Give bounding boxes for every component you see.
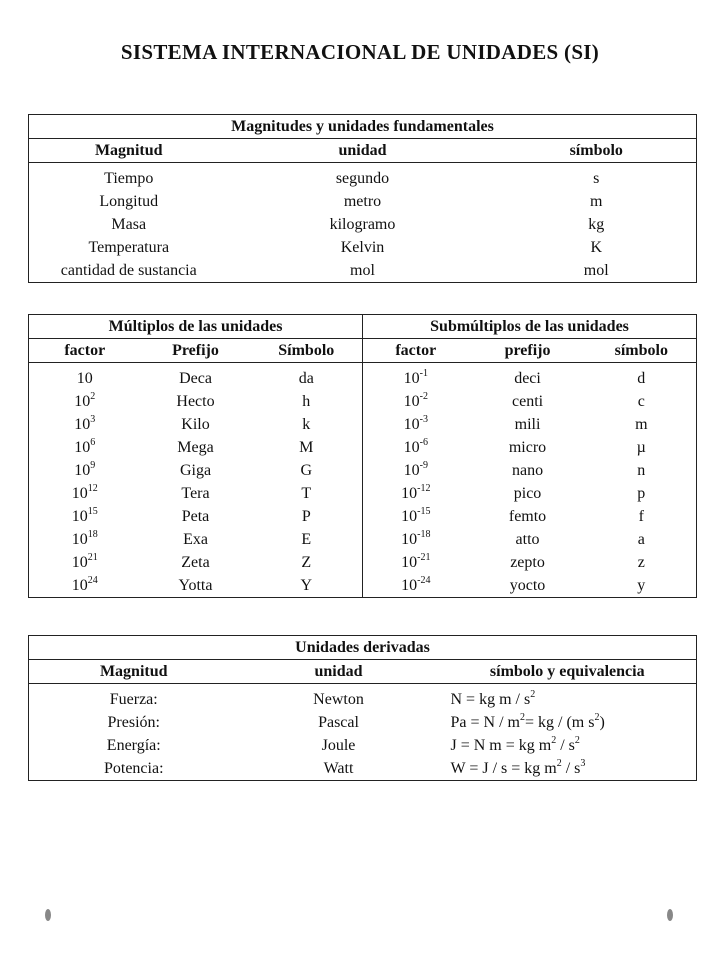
prefixes-table <box>28 314 697 598</box>
equation-text: / s <box>556 737 575 754</box>
factor-cell <box>363 436 469 459</box>
unit-cell: Pascal <box>318 714 359 731</box>
magnitude-cell: cantidad de sustancia <box>60 262 197 279</box>
prefix-cell: pico <box>513 485 542 502</box>
equivalence-cell <box>439 734 697 757</box>
factor-exponent: 15 <box>87 506 98 517</box>
factor-cell <box>29 574 141 598</box>
equation-text: / s <box>561 760 581 777</box>
factor-base: 10 <box>401 554 418 571</box>
header-factor: factor <box>29 339 141 363</box>
exponent: 2 <box>519 712 525 723</box>
table-row <box>29 505 697 528</box>
header-simbolo: Símbolo <box>251 339 363 363</box>
fundamental-heading: Magnitudes y unidades fundamentales <box>29 115 697 139</box>
factor-exponent: -12 <box>417 483 431 494</box>
factor-cell <box>29 551 141 574</box>
factor-exponent: 2 <box>90 391 96 402</box>
factor-cell <box>363 363 469 391</box>
factor-cell <box>363 413 469 436</box>
header-simbolo-sub: símbolo <box>587 339 697 363</box>
table-row <box>29 528 697 551</box>
prefix-cell: nano <box>511 462 544 479</box>
equivalence-cell <box>439 757 697 781</box>
factor-base: 10 <box>403 439 420 456</box>
symbol-cell: K <box>590 239 603 256</box>
factor-cell <box>363 459 469 482</box>
prefix-cell: Kilo <box>181 416 210 433</box>
equation-text: J = N m = kg m <box>450 737 552 754</box>
prefix-cell: Yotta <box>178 577 213 594</box>
factor-exponent: -1 <box>419 368 428 379</box>
decorative-dot-right <box>667 909 673 921</box>
equivalence-cell <box>439 711 697 734</box>
factor-cell <box>363 482 469 505</box>
factor-cell <box>29 482 141 505</box>
factor-base: 10 <box>71 577 88 594</box>
exponent: 2 <box>556 758 562 769</box>
prefix-cell: micro <box>508 439 547 456</box>
prefix-cell: Giga <box>179 462 212 479</box>
factor-base: 10 <box>71 508 88 525</box>
factor-base: 10 <box>401 485 418 502</box>
symbol-cell: f <box>638 508 644 525</box>
factor-exponent: -21 <box>417 552 431 563</box>
factor-base: 10 <box>401 531 418 548</box>
prefix-cell: Exa <box>183 531 208 548</box>
factor-exponent: -6 <box>419 437 428 448</box>
magnitude-cell: Presión: <box>107 714 160 731</box>
symbol-cell: mol <box>583 262 609 279</box>
header-prefijo: Prefijo <box>141 339 251 363</box>
table-row <box>29 236 697 259</box>
factor-cell <box>29 390 141 413</box>
table-row <box>29 574 697 598</box>
factor-base: 10 <box>74 393 91 410</box>
symbol-cell: da <box>251 363 363 391</box>
table-row <box>29 734 697 757</box>
symbol-cell: G <box>251 459 363 482</box>
prefix-cell: deci <box>514 370 541 387</box>
header-unidad: unidad <box>239 660 439 684</box>
table-row <box>29 163 697 191</box>
header-simbolo: símbolo <box>497 139 697 163</box>
factor-cell <box>363 505 469 528</box>
equation-text: ) <box>599 714 605 731</box>
symbol-cell: m <box>635 416 648 433</box>
page-title: SISTEMA INTERNACIONAL DE UNIDADES (SI) <box>120 40 600 64</box>
factor-base: 10 <box>71 554 88 571</box>
table-row <box>29 190 697 213</box>
symbol-cell: y <box>637 577 646 594</box>
factor-base: 10 <box>401 508 418 525</box>
exponent: 2 <box>551 735 557 746</box>
factor-exponent: -9 <box>419 460 428 471</box>
unit-cell: Watt <box>323 760 354 777</box>
factor-cell <box>29 459 141 482</box>
table-row <box>29 213 697 236</box>
prefix-cell: mili <box>514 416 541 433</box>
factor-cell <box>363 574 469 598</box>
factor-base: 10 <box>71 531 88 548</box>
magnitude-cell: Tiempo <box>104 170 154 187</box>
factor-base: 10 <box>403 462 420 479</box>
factor-base: 10 <box>403 393 420 410</box>
factor-base: 10 <box>74 439 91 456</box>
symbol-cell: Y <box>251 574 363 598</box>
symbol-cell: h <box>251 390 363 413</box>
symbol-cell: d <box>637 370 646 387</box>
factor-exponent: -24 <box>417 575 431 586</box>
factor-exponent: -15 <box>417 506 431 517</box>
factor-exponent: -2 <box>419 391 428 402</box>
equation-text: N = kg m / s <box>450 691 531 708</box>
symbol-cell: Z <box>251 551 363 574</box>
derived-units-table <box>28 635 697 781</box>
factor-exponent: 21 <box>87 552 98 563</box>
exponent: 3 <box>580 758 586 769</box>
unit-cell: Newton <box>313 691 364 708</box>
magnitude-cell: Potencia: <box>103 760 164 777</box>
unit-cell: mol <box>350 262 375 279</box>
symbol-cell: z <box>637 554 645 571</box>
table-row <box>29 711 697 734</box>
table-row <box>29 757 697 781</box>
factor-cell <box>29 363 141 391</box>
symbol-cell: M <box>251 436 363 459</box>
prefix-cell: Tera <box>181 485 210 502</box>
factor-cell <box>29 436 141 459</box>
factor-base: 10 <box>76 370 93 387</box>
factor-exponent: 12 <box>87 483 98 494</box>
header-magnitud: Magnitud <box>29 660 239 684</box>
symbol-cell: µ <box>636 439 646 456</box>
unit-cell: kilogramo <box>329 216 396 233</box>
factor-base: 10 <box>403 370 420 387</box>
table-row <box>29 363 697 391</box>
table-row <box>29 390 697 413</box>
factor-cell <box>29 505 141 528</box>
factor-base: 10 <box>74 462 91 479</box>
fundamental-units-table <box>28 114 697 283</box>
magnitude-cell: Longitud <box>99 193 159 210</box>
factor-cell <box>363 390 469 413</box>
symbol-cell: a <box>637 531 645 548</box>
prefix-cell: Peta <box>181 508 210 525</box>
factor-cell <box>29 413 141 436</box>
factor-exponent: 24 <box>87 575 98 586</box>
header-unidad: unidad <box>229 139 497 163</box>
factor-base: 10 <box>74 416 91 433</box>
factor-exponent: 3 <box>90 414 96 425</box>
exponent: 2 <box>574 735 580 746</box>
header-factor-sub: factor <box>363 339 469 363</box>
prefix-cell: femto <box>508 508 547 525</box>
table-row <box>29 551 697 574</box>
symbol-cell: E <box>251 528 363 551</box>
table-row <box>29 413 697 436</box>
symbol-cell: c <box>637 393 645 410</box>
factor-cell <box>363 528 469 551</box>
equation-text: = kg / (m s <box>524 714 595 731</box>
decorative-dot-left <box>45 909 51 921</box>
symbol-cell: s <box>593 170 600 187</box>
symbol-cell: p <box>637 485 646 502</box>
derived-heading: Unidades derivadas <box>29 636 697 660</box>
factor-exponent: -3 <box>419 414 428 425</box>
exponent: 2 <box>530 689 536 700</box>
submultiples-heading: Submúltiplos de las unidades <box>363 315 697 339</box>
symbol-cell: kg <box>588 216 605 233</box>
magnitude-cell: Masa <box>111 216 147 233</box>
table-row <box>29 482 697 505</box>
magnitude-cell: Energía: <box>106 737 161 754</box>
symbol-cell: n <box>637 462 646 479</box>
equation-text: Pa = N / m <box>450 714 520 731</box>
factor-exponent: 9 <box>90 460 96 471</box>
prefix-cell: zepto <box>510 554 545 571</box>
equivalence-cell <box>439 684 697 712</box>
prefix-cell: atto <box>515 531 540 548</box>
unit-cell: Joule <box>321 737 356 754</box>
factor-cell <box>29 528 141 551</box>
table-row <box>29 459 697 482</box>
symbol-cell: P <box>251 505 363 528</box>
factor-base: 10 <box>401 577 418 594</box>
unit-cell: segundo <box>335 170 390 187</box>
equation-text: W = J / s = kg m <box>450 760 557 777</box>
prefix-cell: Mega <box>177 439 214 456</box>
multiples-heading: Múltiplos de las unidades <box>29 315 363 339</box>
factor-base: 10 <box>403 416 420 433</box>
prefix-cell: yocto <box>509 577 546 594</box>
symbol-cell: k <box>251 413 363 436</box>
unit-cell: Kelvin <box>340 239 385 256</box>
factor-exponent: 6 <box>90 437 96 448</box>
unit-cell: metro <box>343 193 382 210</box>
magnitude-cell: Temperatura <box>88 239 170 256</box>
prefix-cell: Zeta <box>181 554 210 571</box>
header-equivalencia: símbolo y equivalencia <box>439 660 697 684</box>
factor-cell <box>363 551 469 574</box>
symbol-cell: T <box>251 482 363 505</box>
factor-exponent: 18 <box>87 529 98 540</box>
table-row <box>29 436 697 459</box>
symbol-cell: m <box>590 193 603 210</box>
header-magnitud: Magnitud <box>29 139 229 163</box>
table-row <box>29 684 697 712</box>
header-prefijo-sub: prefijo <box>469 339 587 363</box>
prefix-cell: Hecto <box>176 393 215 410</box>
table-row <box>29 259 697 283</box>
exponent: 2 <box>594 712 600 723</box>
magnitude-cell: Fuerza: <box>109 691 158 708</box>
prefix-cell: centi <box>511 393 544 410</box>
factor-exponent: -18 <box>417 529 431 540</box>
prefix-cell: Deca <box>179 370 212 387</box>
factor-base: 10 <box>71 485 88 502</box>
